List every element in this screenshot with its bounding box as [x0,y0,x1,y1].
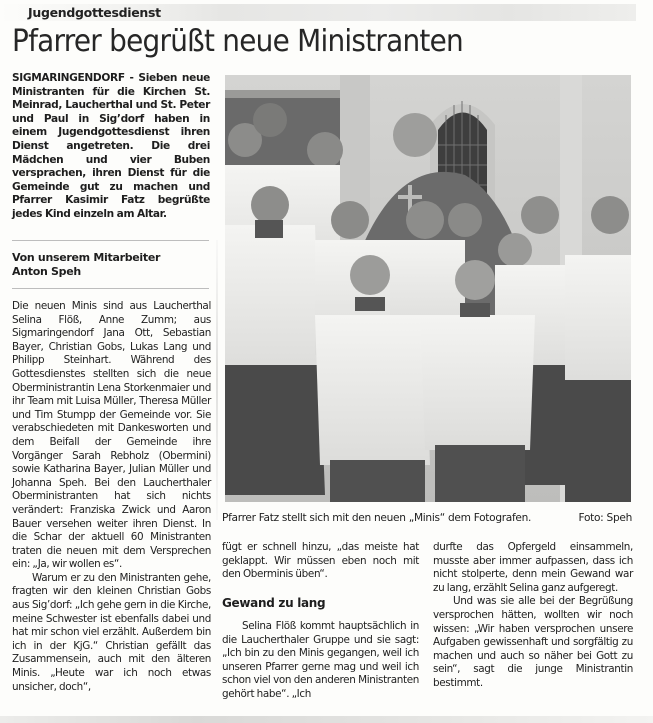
caption-text: Pfarrer Fatz stellt sich mit den neuen „Minis“ dem Fotografen. [222,512,532,524]
body-column-3 [433,541,633,691]
body-paragraph: Die neuen Minis sind aus Laucherthal Selina Flöß, Anne Zumm; aus Sigmaringendorf Jana Ott, Sebastian Bayer, Christian Gobs, Lukas Lang und Philipp Steinhart. Während des Gottesdienstes stellten sich die neue Oberministrantin Lena Storkenmaier und ihr Team mit Luisa Müller, Theresa Müller und Tim Stumpp der Gemeinde vor. Sie verabschiedeten mit Dankesworten und dem Beifall der Gemeinde ihre Vorgänger Sarah Rebholz (Obermini) sowie Katharina Bayer, Julian Müller und Johanna Speh. Bei den Laucherthaler Oberministranten hat sich nichts verändert: Franziska Zwick und Aaron Bauer versehen weiter ihren Dienst. In die Schar der aktuell 60 Ministranten traten die neuen mit dem Versprechen ein: „Ja, wir wollen es“. [12,300,211,571]
kicker: Jugendgottesdienst [28,5,161,20]
body-paragraph: Selina Flöß kommt hauptsächlich in die Laucherthaler Gruppe und sie sagt: „Ich bin zu den Minis gegangen, weil ich unseren Pfarrer gerne mag und weil ich schon viel von den anderen Ministranten gehört habe“. „Ich [222,620,419,700]
byline [12,251,160,279]
byline-author: Anton Speh [12,265,81,278]
body-paragraph: Und was sie alle bei der Begrüßung versprochen hätten, wollten wir noch wissen: „Wir haben versprochen unsere Aufgaben gewissenhaft und sorgfältig zu machen und auch so näher bei Gott zu sein“, sagt die junge Ministrantin bestimmt. [433,595,633,689]
body-paragraph: Warum er zu den Ministranten gehe, fragten wir den kleinen Christian Gobs aus Sig’dorf: „Ich gehe gern in die Kirche, meine Schwester ist ebenfalls dabei und hat mir schon viel erzählt. Außerdem bin ich in der KjG.“ Christian gefällt das Zusammensein, auch mit den älteren Minis. „Heute war ich noch etwas unsicher, doch“, [12,571,211,693]
subheading: Gewand zu lang [222,596,326,610]
lead-text: SIGMARINGENDORF - Sieben neue Ministranten für die Kirchen St. Meinrad, Laucherthal und St. Peter und Paul in Sig’dorf haben in einem Jugendgottesdienst ihren Dienst angetreten. Die drei Mädchen und vier Buben versprachen, ihren Dienst für die Gemeinde gut zu machen und Pfarrer Kasimir Fatz begrüßte jedes Kind einzeln am Altar. [12,72,210,220]
page-bottom-edge [0,716,653,723]
page-fold-shadow [216,240,218,520]
headline: Pfarrer begrüßt neue Ministranten [12,24,463,59]
group-photo [225,75,631,502]
lead-paragraph [12,72,210,222]
byline-label: Von unserem Mitarbeiter [12,251,161,264]
divider-top [12,240,209,241]
body-paragraph: durfte das Opfergeld einsammeln, musste aber immer aufpassen, dass ich nicht stolperte, denn mein Gewand war zu lang, erzählt Selina ganz aufgeregt. [433,541,633,594]
body-column-2 [222,541,419,582]
body-column-2-continued [222,620,419,702]
photo-credit: Foto: Speh [578,512,632,524]
photo-caption [222,512,632,524]
body-column-1 [12,300,211,710]
kicker-band [0,4,636,21]
body-paragraph: fügt er schnell hinzu, „das meiste hat geklappt. Wir müssen eben noch mit den Oberminis üben“. [222,541,419,581]
divider-bottom [12,288,209,289]
